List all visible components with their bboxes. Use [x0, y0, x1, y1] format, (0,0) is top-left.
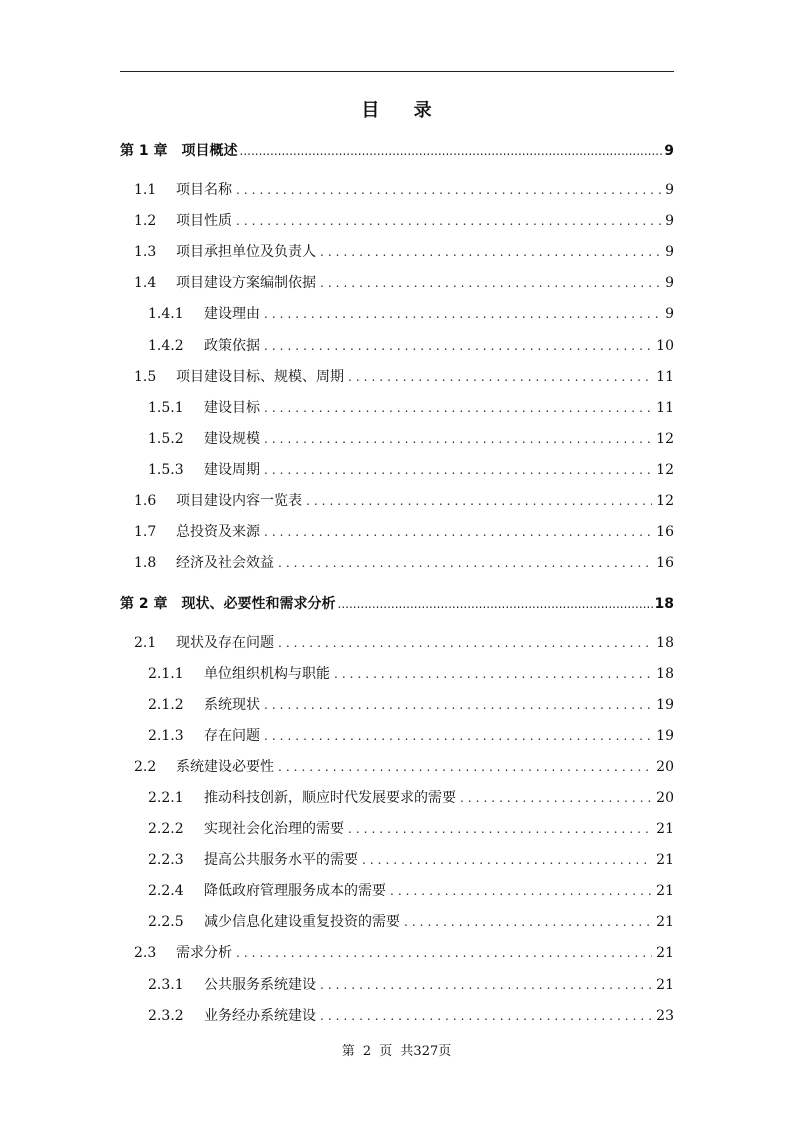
dot-leader	[278, 553, 652, 573]
dot-leader	[404, 912, 652, 932]
toc-entry-number: 1.6	[134, 493, 157, 509]
toc-entry-page: 9	[665, 275, 674, 291]
toc-entry[interactable]	[148, 1006, 674, 1026]
toc-entry-number: 1.2	[134, 213, 157, 229]
toc-entry-number: 2.3	[134, 945, 157, 961]
toc-entry[interactable]	[134, 633, 674, 653]
toc-entry-number: 第 1 章	[120, 143, 168, 159]
toc-entry-number: 2.2.3	[148, 852, 184, 868]
toc-entry[interactable]	[148, 850, 674, 870]
toc-entry-number: 1.5.2	[148, 431, 184, 447]
toc-entry-page: 16	[656, 555, 674, 571]
toc-entry[interactable]	[134, 553, 674, 573]
toc-entry-number: 2.2.1	[148, 790, 184, 806]
toc-entry[interactable]	[134, 491, 674, 511]
toc-entry-number: 2.1.3	[148, 728, 184, 744]
toc-entry[interactable]	[148, 429, 674, 449]
toc-entry-page: 9	[665, 182, 674, 198]
toc-entry-page: 10	[656, 338, 674, 354]
dot-leader	[278, 757, 652, 777]
toc-entry-label: 项目性质	[176, 213, 232, 229]
dot-leader	[236, 943, 652, 963]
page-footer: 第 2 页 共327页	[341, 1044, 452, 1059]
toc-entry[interactable]	[148, 664, 674, 684]
toc-entry[interactable]	[148, 975, 674, 995]
toc-entry-number: 1.5.1	[148, 400, 184, 416]
toc-entry-label: 单位组织机构与职能	[204, 666, 330, 682]
toc-entry-label: 现状及存在问题	[176, 635, 274, 651]
header-rule	[120, 71, 674, 72]
toc-entry-label: 项目概述	[181, 143, 238, 159]
toc-entry-label: 项目建设内容一览表	[176, 493, 302, 509]
toc-entry-number: 1.5	[134, 369, 157, 385]
toc-entry-page: 18	[656, 666, 674, 682]
dot-leader	[264, 304, 661, 324]
toc-entry-label: 现状、必要性和需求分析	[181, 596, 336, 612]
toc-entry[interactable]	[134, 367, 674, 387]
toc-entry-label: 减少信息化建设重复投资的需要	[204, 914, 400, 930]
toc-entry[interactable]	[148, 726, 674, 746]
toc-entry-page: 11	[656, 400, 674, 416]
toc-entry-label: 建设目标	[204, 400, 260, 416]
toc-entry[interactable]	[134, 242, 674, 262]
toc-entry-label: 推动科技创新，顺应时代发展要求的需要	[204, 790, 456, 806]
toc-entry-number: 1.3	[134, 244, 157, 260]
toc-entry-page: 21	[656, 945, 674, 961]
toc-entry-page: 12	[656, 431, 674, 447]
toc-entry[interactable]	[134, 273, 674, 293]
toc-entry[interactable]	[134, 180, 674, 200]
dot-leader	[278, 633, 652, 653]
dot-leader	[264, 429, 652, 449]
toc-entry-label: 政策依据	[204, 338, 260, 354]
toc-entry-label: 项目建设目标、规模、周期	[176, 369, 344, 385]
toc-entry-number: 2.2.5	[148, 914, 184, 930]
toc-entry-number: 2.3.2	[148, 1008, 184, 1024]
dot-leader	[362, 850, 652, 870]
toc-entry[interactable]	[148, 336, 674, 356]
dot-leader	[460, 788, 652, 808]
dot-leader	[320, 273, 661, 293]
toc-entry-number: 2.3.1	[148, 977, 184, 993]
toc-entry-page: 20	[656, 759, 674, 775]
toc-entry-label: 系统建设必要性	[176, 759, 274, 775]
toc-entry-page: 9	[664, 143, 674, 159]
toc-entry-number: 1.7	[134, 524, 157, 540]
page-title: 目 录	[361, 100, 446, 121]
toc-entry-label: 实现社会化治理的需要	[204, 821, 344, 837]
toc-entry[interactable]	[134, 757, 674, 777]
toc-entry-number: 2.1.2	[148, 697, 184, 713]
toc-entry-page: 18	[656, 635, 674, 651]
dot-leader	[320, 242, 661, 262]
toc-entry-page: 19	[656, 697, 674, 713]
dot-leader	[320, 1006, 652, 1026]
dot-leader	[390, 881, 652, 901]
toc-entry[interactable]	[148, 912, 674, 932]
toc-entry[interactable]	[148, 819, 674, 839]
toc-entry-label: 经济及社会效益	[176, 555, 274, 571]
toc-entry[interactable]	[148, 460, 674, 480]
toc-entry-label: 存在问题	[204, 728, 260, 744]
toc-entry-number: 1.1	[134, 182, 157, 198]
toc-entry-number: 1.4	[134, 275, 157, 291]
dot-leader	[338, 594, 653, 614]
toc-chapter-2[interactable]	[120, 594, 674, 614]
dot-leader	[264, 522, 652, 542]
dot-leader	[264, 398, 652, 418]
toc-entry-label: 系统现状	[204, 697, 260, 713]
toc-entry-label: 总投资及来源	[176, 524, 260, 540]
toc-entry-page: 11	[656, 369, 674, 385]
dot-leader	[306, 491, 652, 511]
toc-entry[interactable]	[134, 211, 674, 231]
toc-entry[interactable]	[148, 881, 674, 901]
toc-entry-number: 1.4.2	[148, 338, 184, 354]
dot-leader	[264, 726, 652, 746]
toc-entry[interactable]	[148, 695, 674, 715]
toc-entry-number: 2.1	[134, 635, 157, 651]
toc-entry-page: 21	[656, 883, 674, 899]
toc-entry-page: 21	[656, 977, 674, 993]
dot-leader	[236, 180, 661, 200]
dot-leader	[264, 336, 652, 356]
toc-entry-number: 2.2.4	[148, 883, 184, 899]
toc-entry-number: 1.5.3	[148, 462, 184, 478]
toc-entry-label: 项目建设方案编制依据	[176, 275, 316, 291]
toc-entry[interactable]	[148, 788, 674, 808]
toc-entry-label: 项目承担单位及负责人	[176, 244, 316, 260]
toc-entry-page: 12	[656, 462, 674, 478]
toc-entry-page: 16	[656, 524, 674, 540]
toc-chapter-1[interactable]	[120, 141, 674, 161]
toc-entry-label: 建设周期	[204, 462, 260, 478]
toc-entry-page: 12	[656, 493, 674, 509]
toc-entry-page: 20	[656, 790, 674, 806]
toc-entry-page: 18	[654, 596, 674, 612]
dot-leader	[320, 975, 652, 995]
toc-entry-page: 9	[665, 244, 674, 260]
dot-leader	[240, 141, 663, 161]
toc-entry-page: 9	[665, 306, 674, 322]
dot-leader	[348, 819, 652, 839]
toc-entry[interactable]	[148, 304, 674, 324]
dot-leader	[236, 211, 661, 231]
dot-leader	[334, 664, 652, 684]
toc-entry-number: 2.1.1	[148, 666, 184, 682]
dot-leader	[348, 367, 652, 387]
toc-entry-label: 降低政府管理服务成本的需要	[204, 883, 386, 899]
toc-entry-page: 21	[656, 914, 674, 930]
toc-entry-label: 需求分析	[176, 945, 232, 961]
toc-entry-label: 建设理由	[204, 306, 260, 322]
toc-entry-label: 项目名称	[176, 182, 232, 198]
toc-entry-number: 2.2	[134, 759, 157, 775]
toc-entry[interactable]	[134, 943, 674, 963]
toc-entry-number: 1.4.1	[148, 306, 184, 322]
toc-entry-page: 21	[656, 821, 674, 837]
dot-leader	[264, 695, 652, 715]
toc-entry-page: 23	[656, 1008, 674, 1024]
toc-entry-label: 提高公共服务水平的需要	[204, 852, 358, 868]
dot-leader	[264, 460, 652, 480]
toc-entry-label: 建设规模	[204, 431, 260, 447]
toc-entry-page: 19	[656, 728, 674, 744]
toc-entry-page: 21	[656, 852, 674, 868]
toc-entry-label: 业务经办系统建设	[204, 1008, 316, 1024]
toc-entry[interactable]	[148, 398, 674, 418]
toc-entry[interactable]	[134, 522, 674, 542]
toc-entry-page: 9	[665, 213, 674, 229]
toc-entry-number: 1.8	[134, 555, 157, 571]
toc-entry-label: 公共服务系统建设	[204, 977, 316, 993]
toc-entry-number: 第 2 章	[120, 596, 168, 612]
toc-entry-number: 2.2.2	[148, 821, 184, 837]
